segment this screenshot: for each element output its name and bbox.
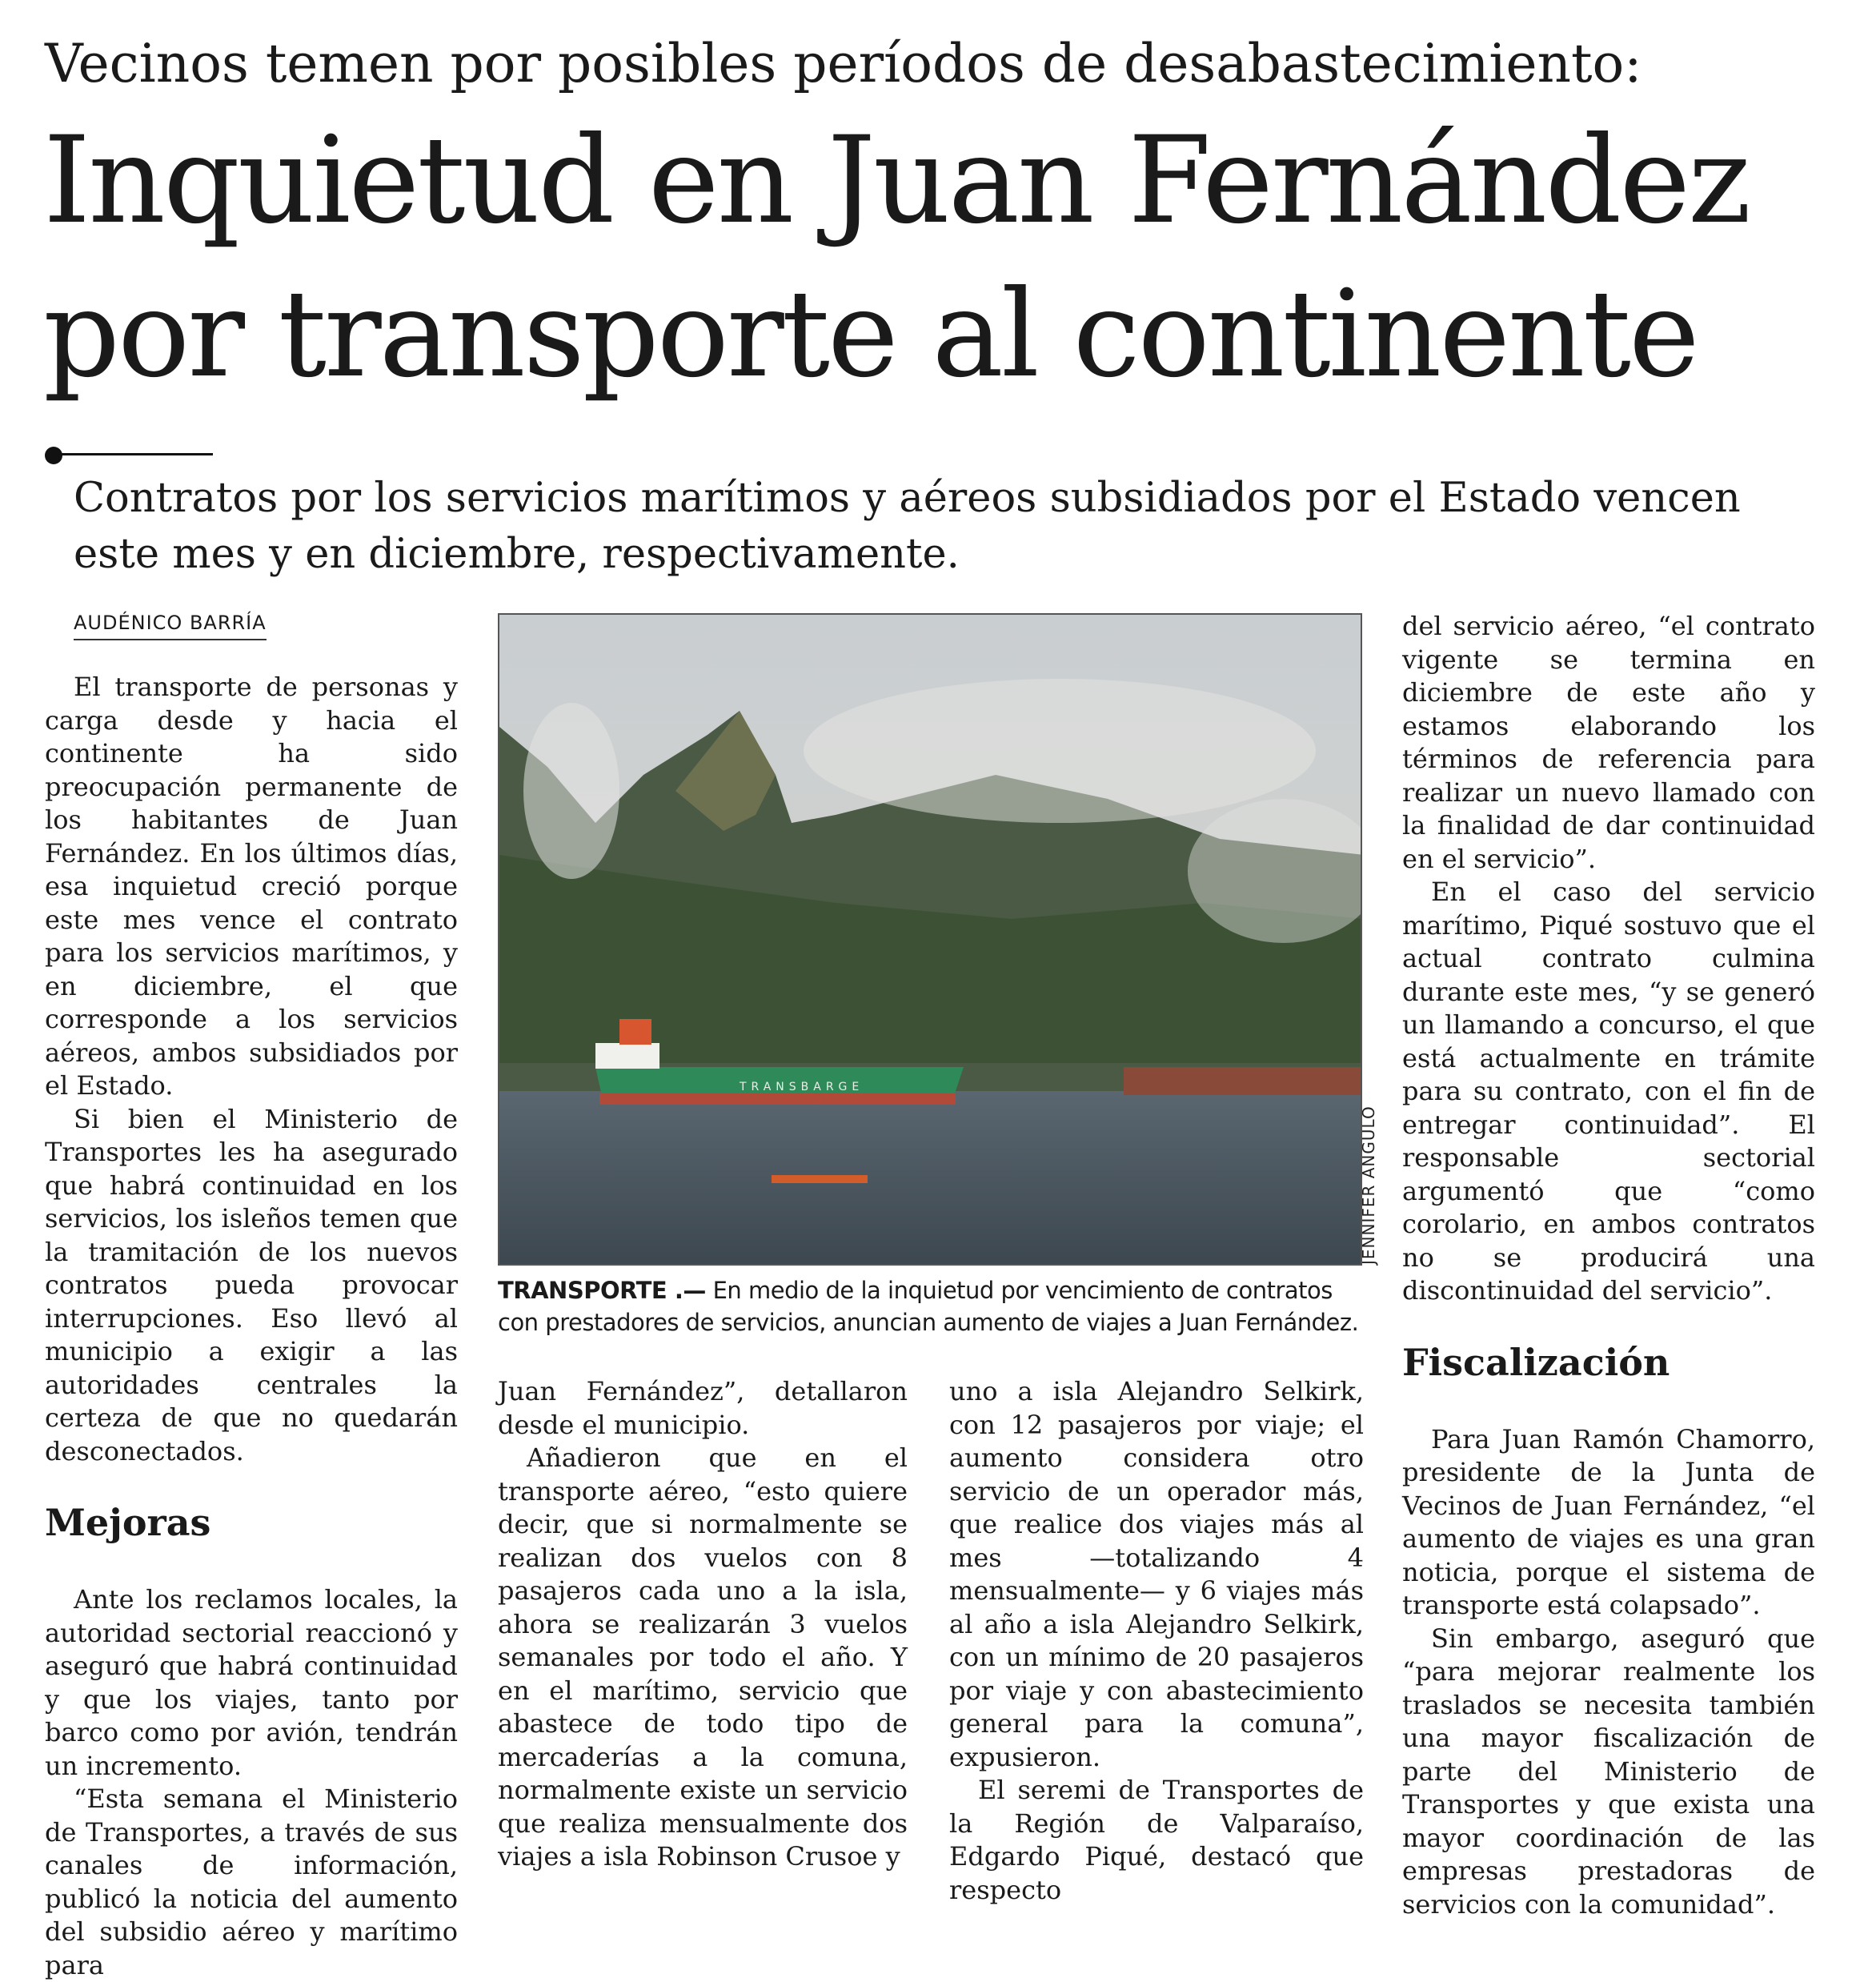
paragraph: Sin embargo, aseguró que “para mejorar realmente los traslados se necesita también una mayor fiscalización de parte del Ministerio de Transportes y que exista una mayor coordinación de las empresas prestadoras de servicios con la comunidad”. [1402, 1623, 1815, 1920]
paragraph: del servicio aéreo, “el contrato vigente se termina en diciembre de este año y estamos elaborando los términos de referencia para realizar un nuevo llamado con la finalidad de dar continuidad en el servicio”. [1402, 611, 1815, 874]
paragraph: En el caso del servicio marítimo, Piqué sostuvo que el actual contrato culmina durante este mes, “y se generó un llamando a concurso, el que está actualmente en trámite para su contrato, con el fin de entregar continuidad”. El responsable sectorial argumentó que “como corolario, en ambos contratos no se producirá una discontinuidad del servicio”. [1402, 877, 1815, 1306]
column-3 [949, 1375, 1364, 1907]
paragraph: Añadieron que en el transporte aéreo, “esto quiere decir, que si normalmente se realizan dos vuelos con 8 pasajeros cada uno a la isla, ahora se realizarán 3 vuelos semanales por todo el año. Y en el marítimo, servicio que abastece de todo tipo de mercaderías a la comuna, normalmente existe un servicio que realiza mensualmente dos viajes a isla Robinson Crusoe y [498, 1442, 908, 1872]
article-kicker: Vecinos temen por posibles períodos de desabastecimiento: [45, 33, 1642, 94]
caption-text: En medio de la inquietud por vencimiento de contratos con prestadores de servicios, anuncian aumento de viajes a Juan Fernández. [498, 1277, 1359, 1336]
column-1 [45, 671, 458, 1982]
paragraph: uno a isla Alejandro Selkirk, con 12 pasajeros por viaje; el aumento considera otro servicio de un operador más, que realice dos viajes más al mes —totalizando 4 mensualmente— y 6 viajes más al año a isla Alejandro Selkirk, con un mínimo de 20 pasajeros por viaje y con abastecimiento general para la comuna”, expusieron. [949, 1376, 1364, 1772]
column-4 [1402, 610, 1815, 1921]
cloud-bank [804, 679, 1316, 823]
buoy [772, 1175, 868, 1183]
column-2 [498, 1375, 908, 1874]
article-photo [498, 613, 1362, 1266]
paragraph: Para Juan Ramón Chamorro, presidente de la Junta de Vecinos de Juan Fernández, “el aumento de viajes es una gran noticia, porque el sistema de transporte está colapsado”. [1402, 1423, 1815, 1620]
paragraph: Ante los reclamos locales, la autoridad sectorial reaccionó y aseguró que habrá continuidad y que los viajes, tanto por barco como por avión, tendrán un incremento. [45, 1584, 458, 1781]
subheading-mejoras: Mejoras [45, 1501, 211, 1544]
paragraph: El transporte de personas y carga desde y hacia el continente ha sido preocupación permanente de los habitantes de Juan Fernández. En los últimos días, esa inquietud creció porque este mes vence el contrato para los servicios marítimos, y en diciembre, el que corresponde a los servicios aéreos, ambos subsidiados por el Estado. [45, 672, 458, 1101]
ship-name: TRANSBARGE [740, 1081, 864, 1093]
ship-waterline [599, 1093, 956, 1105]
paragraph: Juan Fernández”, detallaron desde el municipio. [498, 1376, 908, 1440]
caption-lead: TRANSPORTE .— [498, 1277, 706, 1304]
paragraph: “Esta semana el Ministerio de Transportes, a través de sus canales de información, publicó la noticia del aumento del subsidio aéreo y marítimo para [45, 1783, 458, 1980]
headline-line-2: por transporte al continente [43, 265, 1698, 404]
deck-rule [53, 453, 213, 455]
photo-credit: JENNIFER ANGULO [1359, 1105, 1378, 1265]
ship-funnel [619, 1019, 651, 1045]
article-headline [43, 104, 1844, 411]
smoke-plume [523, 703, 619, 879]
photo-caption [498, 1274, 1365, 1338]
paragraph: Si bien el Ministerio de Transportes les ha asegurado que habrá continuidad en los servicios, los isleños temen que la tramitación de los nuevos contratos pueda provocar interrupciones. Eso llevó al municipio a exigir a las autoridades centrales la certeza de que no quedarán desconectados. [45, 1103, 458, 1466]
byline: AUDÉNICO BARRÍA [74, 612, 267, 640]
paragraph: El seremi de Transportes de la Región de Valparaíso, Edgardo Piqué, destacó que respecto [949, 1775, 1364, 1905]
ship-bridge [595, 1043, 659, 1069]
article-deck: Contratos por los servicios marítimos y aéreos subsidiados por el Estado vencen este mes y en diciembre, respectivamente. [74, 475, 1741, 578]
harbor-photo-illustration [499, 615, 1362, 1266]
subheading-fiscalizacion: Fiscalización [1402, 1340, 1670, 1384]
pier [1124, 1067, 1362, 1095]
headline-line-1: Inquietud en Juan Fernández [43, 111, 1750, 251]
sea [499, 1091, 1362, 1266]
deck-bullet [45, 447, 62, 464]
